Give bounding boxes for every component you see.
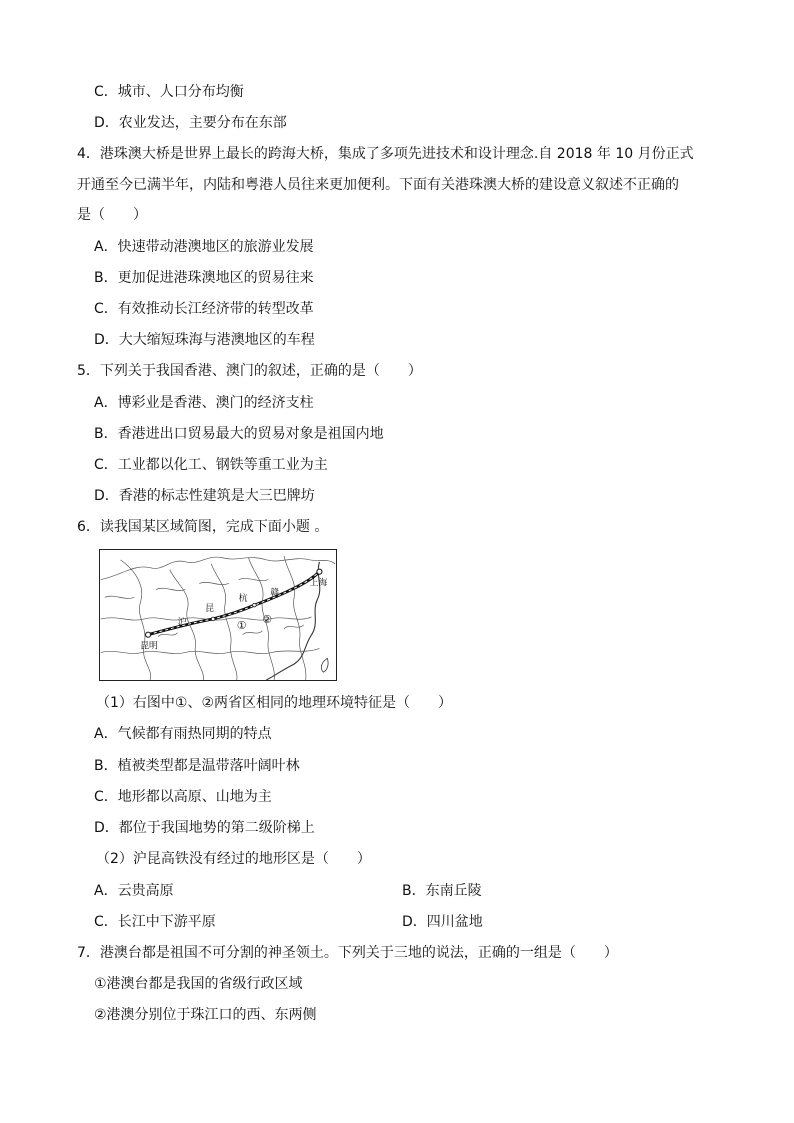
q4-option-a: A．快速带动港澳地区的旅游业发展 (94, 239, 314, 255)
q5-option-a: A．博彩业是香港、澳门的经济支柱 (94, 395, 314, 411)
q5-stem: 5．下列关于我国香港、澳门的叙述，正确的是（ ） (77, 363, 422, 379)
q6-sub1-option-a: A．气候都有雨热同期的特点 (94, 726, 272, 742)
q3-option-c: C．城市、人口分布均衡 (94, 84, 244, 100)
q6-sub2-option-a: A．云贵高原 (94, 883, 174, 899)
q6-sub1-option-b: B．植被类型都是温带落叶阔叶林 (94, 758, 300, 774)
q5-option-b: B．香港进出口贸易最大的贸易对象是祖国内地 (94, 426, 384, 442)
shanghai-station (317, 569, 322, 574)
q4-option-d: D．大大缩短珠海与港澳地区的车程 (94, 332, 315, 348)
region-map (99, 549, 337, 681)
map-label-hang: 杭 (238, 594, 248, 605)
q7-item-1: ①港澳台都是我国的省级行政区域 (94, 976, 303, 992)
q6-sub2-option-d: D．四川盆地 (402, 914, 483, 930)
q5-option-d: D．香港的标志性建筑是大三巴牌坊 (94, 488, 315, 504)
q4-option-b: B．更加促进港珠澳地区的贸易往来 (94, 270, 314, 286)
kunming-station (146, 632, 151, 637)
q6-sub1-option-c: C．地形都以高原、山地为主 (94, 789, 272, 805)
q4-stem-line2: 开通至今已满半年，内陆和粤港人员往来更加便利。下面有关港珠澳大桥的建设意义叙述不正确的 (77, 177, 679, 193)
map-label-kunming: 昆明 (140, 641, 158, 652)
q7-item-2: ②港澳分别位于珠江口的西、东两侧 (94, 1007, 317, 1023)
q6-sub1-option-d: D．都位于我国地势的第二级阶梯上 (94, 820, 315, 836)
q3-option-d: D．农业发达，主要分布在东部 (94, 115, 287, 131)
q5-option-c: C．工业都以化工、钢铁等重工业为主 (94, 457, 328, 473)
map-label-region-2: ② (262, 612, 273, 626)
q6-sub2-stem: （2）沪昆高铁没有经过的地形区是（ ） (96, 851, 371, 867)
q6-sub2-option-b: B．东南丘陵 (402, 883, 482, 899)
map-label-region-1: ① (236, 618, 247, 632)
q4-stem-line1: 4．港珠澳大桥是世界上最长的跨海大桥，集成了多项先进技术和设计理念.自 2018 年 10 月份正式 (77, 146, 694, 162)
map-label-kun: 昆 (205, 604, 215, 615)
map-label-gan: 赣 (270, 588, 280, 599)
region-map-drawing (100, 550, 336, 680)
q6-stem: 6．读我国某区域简图，完成下面小题 。 (77, 519, 329, 535)
q6-sub2-option-c: C．长江中下游平原 (94, 914, 216, 930)
map-label-hu: 沪 (177, 617, 187, 628)
q7-stem: 7．港澳台都是祖国不可分割的神圣领土。下列关于三地的说法，正确的一组是（ ） (77, 945, 618, 961)
map-label-shanghai: 上海 (309, 578, 328, 589)
q4-option-c: C．有效推动长江经济带的转型改革 (94, 301, 314, 317)
q4-stem-line3: 是（ ） (77, 207, 147, 223)
q6-sub1-stem: （1）右图中①、②两省区相同的地理环境特征是（ ） (96, 695, 453, 711)
